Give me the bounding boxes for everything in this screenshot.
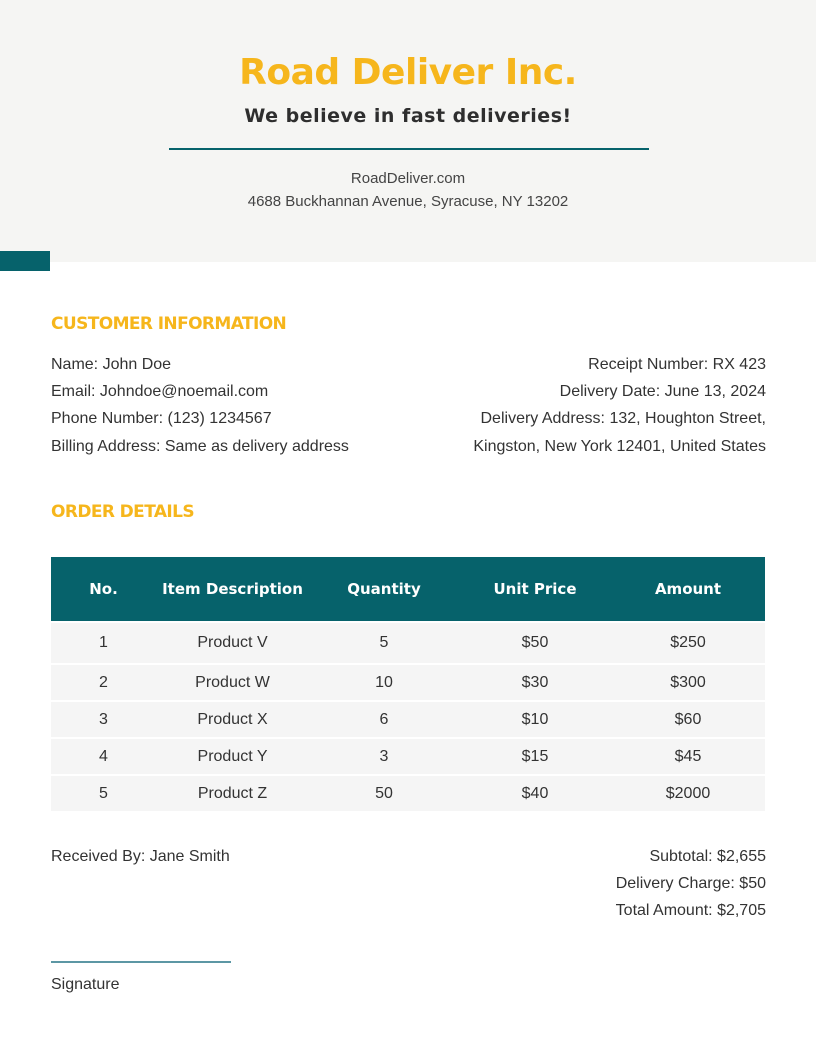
accent-bar (0, 251, 50, 271)
customer-email: Email: Johndoe@noemail.com (51, 383, 269, 400)
table-row (51, 775, 765, 811)
column-header-unit-price: Unit Price (459, 557, 611, 622)
company-address: 4688 Buckhannan Avenue, Syracuse, NY 13202 (247, 193, 569, 210)
delivery-charge: Delivery Charge: $50 (615, 875, 766, 892)
signature-label: Signature (51, 976, 120, 993)
cell-unit-price: $10 (459, 701, 611, 738)
billing-address: Billing Address: Same as delivery address (51, 438, 349, 455)
company-name: Road Deliver Inc. (239, 52, 577, 93)
cell-item: Product X (156, 701, 309, 738)
order-table (51, 557, 765, 811)
cell-no: 3 (51, 701, 156, 738)
cell-amount: $250 (611, 622, 765, 664)
total-amount: Total Amount: $2,705 (615, 902, 766, 919)
cell-unit-price: $15 (459, 738, 611, 775)
delivery-date: Delivery Date: June 13, 2024 (559, 383, 766, 400)
cell-unit-price: $30 (459, 664, 611, 701)
cell-amount: $300 (611, 664, 765, 701)
cell-no: 2 (51, 664, 156, 701)
table-row (51, 664, 765, 701)
customer-name: Name: John Doe (51, 356, 172, 373)
column-header-quantity: Quantity (309, 557, 459, 622)
company-website: RoadDeliver.com (350, 170, 466, 187)
order-details-title: ORDER DETAILS (51, 502, 195, 522)
signature-line (51, 961, 231, 963)
cell-item: Product V (156, 622, 309, 664)
table-header-row (51, 557, 765, 622)
column-header-item-description: Item Description (156, 557, 309, 622)
delivery-address-line-1: Delivery Address: 132, Houghton Street, (480, 410, 766, 427)
table-row (51, 622, 765, 664)
customer-phone: Phone Number: (123) 1234567 (51, 410, 272, 427)
table-row (51, 701, 765, 738)
column-header-no: No. (51, 557, 156, 622)
cell-unit-price: $40 (459, 775, 611, 811)
received-by: Received By: Jane Smith (51, 848, 230, 865)
header-divider (169, 148, 649, 150)
cell-item: Product W (156, 664, 309, 701)
table-row (51, 738, 765, 775)
cell-amount: $60 (611, 701, 765, 738)
receipt-number: Receipt Number: RX 423 (588, 356, 766, 373)
cell-item: Product Z (156, 775, 309, 811)
delivery-address-line-2: Kingston, New York 12401, United States (473, 438, 766, 455)
cell-quantity: 50 (309, 775, 459, 811)
cell-quantity: 5 (309, 622, 459, 664)
cell-no: 4 (51, 738, 156, 775)
cell-amount: $45 (611, 738, 765, 775)
cell-no: 1 (51, 622, 156, 664)
header (0, 0, 816, 262)
customer-info-title: CUSTOMER INFORMATION (51, 314, 287, 334)
cell-amount: $2000 (611, 775, 765, 811)
cell-quantity: 3 (309, 738, 459, 775)
cell-no: 5 (51, 775, 156, 811)
cell-item: Product Y (156, 738, 309, 775)
tagline: We believe in fast deliveries! (244, 105, 572, 127)
cell-unit-price: $50 (459, 622, 611, 664)
subtotal: Subtotal: $2,655 (649, 848, 766, 865)
column-header-amount: Amount (611, 557, 765, 622)
cell-quantity: 10 (309, 664, 459, 701)
cell-quantity: 6 (309, 701, 459, 738)
